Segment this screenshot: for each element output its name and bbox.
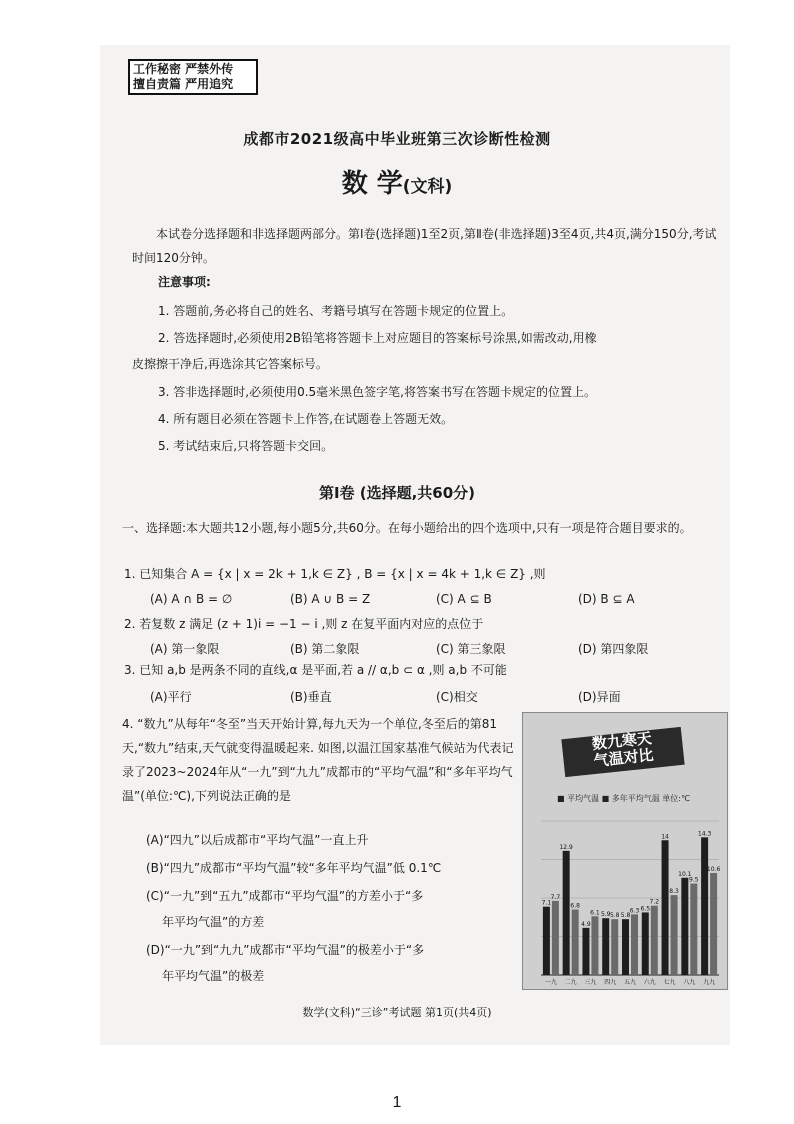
question-2-stem: 2. 若复数 z 满足 (z + 1)i = −1 − i ,则 z 在复平面内对应的点位于 [124, 617, 484, 631]
bar-value-label: 14.3 [697, 830, 712, 838]
note-item: 皮擦擦干净后,再选涂其它答案标号。 [132, 357, 328, 371]
bar-hist-三九 [591, 916, 598, 975]
option-a: (A)平行 [150, 690, 192, 704]
option-b: (B) A ∪ B = Z [290, 592, 371, 606]
x-tick-label: 五九 [623, 979, 637, 986]
bar-hist-六九 [651, 906, 658, 975]
bar-value-label: 7.7 [550, 893, 561, 901]
figure-legend: ■ 平均气温 ■ 多年平均气温 单位:℃ [557, 794, 690, 803]
subject-name: 数 学 [341, 169, 403, 199]
x-tick-label: 二九 [564, 979, 577, 986]
question-3-stem: 3. 已知 a,b 是两条不同的直线,α 是平面,若 a // α,b ⊂ α ,则 a,b 不可能 [124, 663, 507, 677]
q4-option-b: (B)“四九”成都市“平均气温”较“多年平均气温”低 0.1℃ [146, 861, 442, 875]
bar-value-label: 4.9 [581, 920, 591, 928]
note-item: 1. 答题前,务必将自己的姓名、考籍号填写在答题卡规定的位置上。 [158, 304, 514, 318]
bar-avg-五九 [622, 919, 629, 975]
x-tick-label: 七九 [663, 979, 676, 986]
bar-hist-七九 [671, 895, 678, 975]
x-tick-label: 一九 [544, 979, 557, 986]
x-tick-label: 四九 [604, 979, 617, 986]
x-tick-label: 三九 [584, 979, 597, 986]
bar-hist-五九 [631, 914, 638, 975]
question-1-stem: 1. 已知集合 A = {x | x = 2k + 1,k ∈ Z} , B = {x | x = 4k + 1,k ∈ Z} ,则 [124, 567, 546, 581]
q4-option-d-cont: 年平均气温”的极差 [162, 969, 265, 983]
q4-option-c-cont: 年平均气温”的方差 [162, 915, 265, 929]
option-d: (D) B ⊆ A [578, 592, 635, 606]
confidential-stamp [128, 59, 258, 95]
x-tick-label: 九九 [703, 979, 716, 986]
exam-title: 成都市2021级高中毕业班第三次诊断性检测 [243, 130, 551, 148]
intro-paragraph: 本试卷分选择题和非选择题两部分。第Ⅰ卷(选择题)1至2页,第Ⅱ卷(非选择题)3至4页,共4页,满分150分,考试时间120分钟。 [132, 227, 717, 265]
bar-value-label: 5.8 [609, 912, 620, 920]
option-b: (B)垂直 [290, 690, 332, 704]
bar-avg-四九 [602, 918, 609, 975]
bar-value-label: 10.6 [706, 865, 721, 873]
notes-heading: 注意事项: [158, 275, 211, 289]
bar-value-label: 10.1 [678, 870, 692, 878]
x-tick-label: 八九 [683, 979, 696, 986]
option-d: (D)异面 [578, 690, 621, 704]
bar-hist-八九 [690, 884, 697, 975]
bar-value-label: 6.8 [570, 902, 580, 910]
bar-value-label: 7.2 [649, 898, 660, 906]
temperature-bar-chart [523, 713, 727, 989]
bar-value-label: 6.3 [629, 907, 640, 915]
q4-option-c: (C)“一九”到“五九”成都市“平均气温”的方差小于“多 [146, 889, 424, 903]
bar-avg-九九 [701, 837, 708, 975]
option-a: (A) 第一象限 [150, 642, 220, 656]
note-item: 4. 所有题目必须在答题卡上作答,在试题卷上答题无效。 [158, 412, 454, 426]
bar-value-label: 9.5 [689, 876, 699, 884]
option-b: (B) 第二象限 [290, 642, 360, 656]
stamp-line-2: 擅自责篇 严用追究 [133, 77, 234, 91]
option-d: (D) 第四象限 [578, 642, 649, 656]
stamp-line-1: 工作秘密 严禁外传 [133, 62, 234, 76]
bar-hist-一九 [552, 901, 559, 975]
temperature-figure [522, 712, 728, 990]
q4-option-a: (A)“四九”以后成都市“平均气温”一直上升 [146, 833, 369, 847]
x-tick-label: 六九 [643, 979, 656, 986]
bar-value-label: 5.9 [600, 911, 611, 919]
note-item: 2. 答选择题时,必须使用2B铅笔将答题卡上对应题目的答案标号涂黑,如需改动,用橡 [158, 331, 597, 345]
bar-value-label: 6.1 [590, 909, 600, 917]
figure-title-line-2: 气温对比 [592, 745, 655, 771]
q4-option-d: (D)“一九”到“九九”成都市“平均气温”的极差小于“多 [146, 943, 425, 957]
bar-value-label: 12.9 [559, 843, 573, 851]
bar-avg-八九 [681, 878, 688, 975]
note-item: 3. 答非选择题时,必须使用0.5毫米黑色签字笔,将答案书写在答题卡规定的位置上。 [158, 385, 596, 399]
bar-avg-三九 [582, 928, 589, 975]
question-4-stem: 4. “数九”从每年“冬至”当天开始计算,每九天为一个单位,冬至后的第81天,“数九”结束,天气就变得温暖起来. 如图,以温江国家基准气候站为代表记录了2023~2024年从“一九”到“九九”成都市的“平均气温”和“多年平均气温”(单位:℃),下列说法正确的是 [122, 717, 514, 803]
note-item: 5. 考试结束后,只将答题卡交回。 [158, 439, 334, 453]
bar-value-label: 8.3 [669, 888, 679, 896]
page-footer: 数学(文科)“三诊”考试题 第1页(共4页) [302, 1006, 492, 1019]
option-c: (C) 第三象限 [436, 642, 506, 656]
bar-hist-九九 [710, 873, 717, 975]
figure-title-line-1: 数九寒天 [591, 728, 653, 754]
bar-avg-六九 [642, 912, 649, 975]
bar-value-label: 5.8 [620, 912, 631, 920]
bar-value-label: 7.1 [541, 899, 552, 907]
bar-avg-七九 [662, 840, 669, 975]
bar-hist-二九 [572, 910, 579, 975]
bar-value-label: 6.5 [640, 905, 651, 913]
option-c: (C)相交 [436, 690, 478, 704]
bar-avg-一九 [543, 907, 550, 975]
option-c: (C) A ⊆ B [436, 592, 492, 606]
bar-value-label: 14 [661, 833, 669, 841]
option-a: (A) A ∩ B = ∅ [150, 592, 233, 606]
bar-hist-四九 [611, 919, 618, 975]
page-number: 1 [392, 1094, 402, 1111]
subject-title [0, 163, 794, 200]
bar-avg-二九 [563, 851, 570, 975]
question-intro: 一、选择题:本大题共12小题,每小题5分,共60分。在每小题给出的四个选项中,只有一项是符合题目要求的。 [122, 521, 692, 535]
subject-suffix: (文科) [402, 177, 453, 197]
section-title: 第Ⅰ卷 (选择题,共60分) [318, 484, 476, 502]
